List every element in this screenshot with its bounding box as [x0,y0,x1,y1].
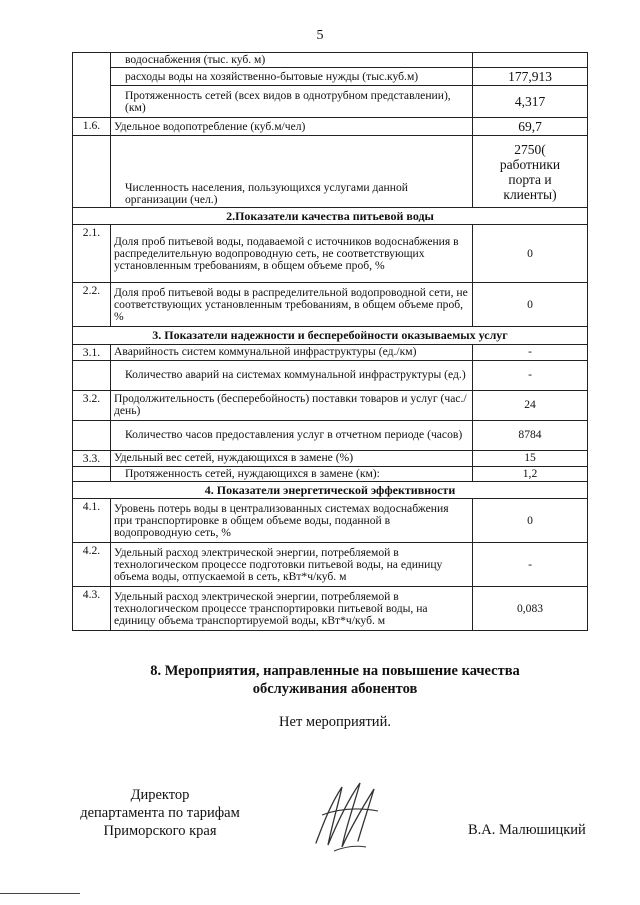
row-number: 1.6. [73,118,111,136]
row-number: 3.1. [73,344,111,360]
signatory-line: Директор [130,787,190,803]
table-row [73,360,588,390]
row-description: Удельный расход электрической энергии, потребляемой в технологическом процессе транспортировки питьевой воды, на единицу объема транспортируемой воды, кВт*ч/куб. м [111,587,473,631]
signer-name: В.А. Малюшицкий [468,822,586,838]
table-row [73,344,588,360]
row-description: Доля проб питьевой воды в распределительной водопроводной сети, не соответствующих установленным требованиям, в общем объеме проб, % [111,283,473,327]
row-number [73,136,111,208]
table-row [73,118,588,136]
footer-divider [0,893,80,894]
table-row [73,467,588,482]
row-description: Доля проб питьевой воды, подаваемой с источников водоснабжения в распределительную водопроводную сеть, не соответствующих установленным требованиям, в общем объеме проб, % [111,225,473,283]
table-row [73,450,588,466]
row-number: 4.1. [73,499,111,543]
table-row [73,225,588,283]
row-value: 8784 [473,420,588,450]
section-header [73,482,588,499]
row-value: - [473,344,588,360]
signatory-title [40,786,280,840]
row-number: 4.2. [73,543,111,587]
row-number [73,360,111,390]
table-row [73,86,588,118]
row-number [73,467,111,482]
row-description: Протяженность сетей (всех видов в однотрубном представлении), (км) [111,86,473,118]
row-number: 3.2. [73,390,111,420]
row-value: - [473,360,588,390]
row-number [73,420,111,450]
table-row [73,587,588,631]
row-value: 0 [473,283,588,327]
signatory-line: Приморского края [103,823,217,839]
row-description: Продолжительность (бесперебойность) поставки товаров и услуг (час./день) [111,390,473,420]
table-row [73,499,588,543]
row-description: Протяженность сетей, нуждающихся в замене (км): [111,467,473,482]
row-number: 2.1. [73,225,111,283]
row-value: 24 [473,390,588,420]
row-number: 2.2. [73,283,111,327]
row-number [73,53,111,118]
row-description: расходы воды на хозяйственно-бытовые нужды (тыс.куб.м) [111,68,473,86]
row-value: 177,913 [473,68,588,86]
row-description: Аварийность систем коммунальной инфраструктуры (ед./км) [111,344,473,360]
row-description: Удельный расход электрической энергии, потребляемой в технологическом процессе подготовки питьевой воды, на единицу объема воды, отпускаемой в сеть, кВт*ч/куб. м [111,543,473,587]
signatory-line: департамента по тарифам [80,805,240,821]
row-value: 0 [473,499,588,543]
row-description: Удельное водопотребление (куб.м/чел) [111,118,473,136]
section-title: 3. Показатели надежности и бесперебойности оказываемых услуг [73,327,588,344]
indicators-table [72,52,588,631]
section-heading-line: 8. Мероприятия, направленные на повышение качества [150,663,520,679]
section-heading-line: обслуживания абонентов [252,681,418,697]
section-header [73,327,588,344]
section-header [73,208,588,225]
row-number: 3.3. [73,450,111,466]
table-row [73,420,588,450]
row-value: 15 [473,450,588,466]
row-value: 69,7 [473,118,588,136]
table-row [73,390,588,420]
row-description: Количество часов предоставления услуг в отчетном периоде (часов) [111,420,473,450]
row-value: 2750( работники порта и клиенты) [473,136,588,208]
section-title: 4. Показатели энергетической эффективности [73,482,588,499]
page-number: 5 [316,28,324,43]
table-row [73,68,588,86]
row-value: 0,083 [473,587,588,631]
row-value: - [473,543,588,587]
section-heading [0,662,640,698]
row-description: Количество аварий на системах коммунальной инфраструктуры (ед.) [111,360,473,390]
row-description: Уровень потерь воды в централизованных системах водоснабжения при транспортировке в общем объеме воды, поданной в водопроводную сеть, % [111,499,473,543]
table-row [73,543,588,587]
table-row [73,283,588,327]
row-description: Удельный вес сетей, нуждающихся в замене (%) [111,450,473,466]
no-measures-text: Нет мероприятий. [279,714,391,730]
row-description: водоснабжения (тыс. куб. м) [111,53,473,68]
row-value: 4,317 [473,86,588,118]
table-row [73,136,588,208]
row-number: 4.3. [73,587,111,631]
handwritten-signature [308,775,388,855]
row-value [473,53,588,68]
section-title: 2.Показатели качества питьевой воды [73,208,588,225]
row-value: 0 [473,225,588,283]
row-description: Численность населения, пользующихся услугами данной организации (чел.) [111,136,473,208]
row-value: 1,2 [473,467,588,482]
table-row [73,53,588,68]
